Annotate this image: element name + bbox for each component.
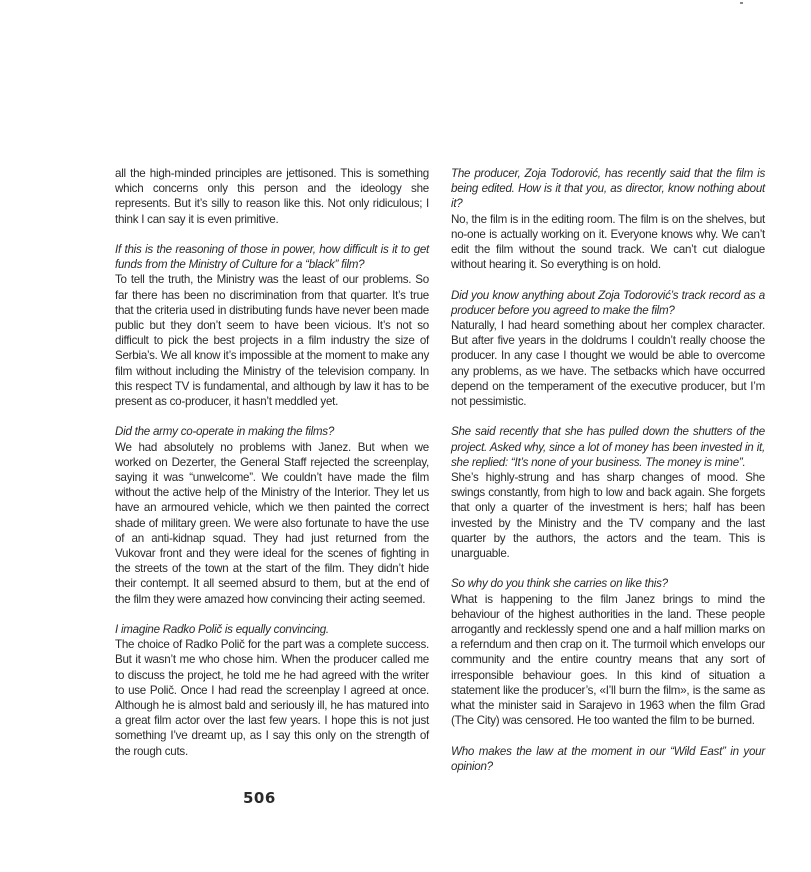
interview-answer: She’s highly-strung and has sharp changes of mood. She swings constantly, from high to low and back again. She forgets that only a quarter of the investment is hers; half has been invested by the Ministry and the TV company and the last quarter by the authors, the actors and the team. This is unarguable.: [451, 471, 765, 561]
paragraph-gap: [451, 272, 765, 287]
paragraph-gap: [451, 728, 765, 743]
paragraph-gap: [115, 607, 429, 622]
left-text-column: [115, 166, 429, 759]
paragraph-gap: [115, 409, 429, 424]
interview-answer: The choice of Radko Polič for the part was a complete success. But it wasn’t me who chose him. When the producer called me to discuss the project, he told me he had agreed with the writer to use Polič. Once I had read the screenplay I agreed at once. Although he is almost bald and seriously ill, he has matured into a great film actor over the last few years. I hope this is not just something I’ve dreamt up, as I say this only on the strength of the rough cuts.: [115, 638, 429, 758]
interview-question: If this is the reasoning of those in power, how difficult is it to get funds from the Ministry of Culture for a “black” film?: [115, 243, 429, 272]
interview-question: Did the army co-operate in making the films?: [115, 425, 335, 439]
interview-answer: To tell the truth, the Ministry was the least of our problems. So far there has been no discrimination from that quarter. It’s true that the criteria used in distributing funds have never been made public but they don’t seem to have been vicious. It’s not so difficult to pick the best projects in a film industry the size of Serbia’s. We all know it’s impossible at the moment to make any film without including the Ministry of the television company. In this respect TV is fundamental, and although by law it has to be present as co-producer, it hasn’t meddled yet.: [115, 273, 429, 409]
interview-question: The producer, Zoja Todorović, has recently said that the film is being edited. How is it that you, as director, know nothing about it?: [451, 167, 765, 211]
interview-question: So why do you think she carries on like this?: [451, 577, 668, 591]
paragraph-gap: [115, 227, 429, 242]
interview-answer: Naturally, I had heard something about her complex character. But after five years in the doldrums I couldn’t really choose the producer. In any case I thought we would be able to overcome any problems, as we have. The setbacks which have occurred depend on the temperament of the executive producer, but I’m not pessimistic.: [451, 319, 765, 409]
interview-question: I imagine Radko Polič is equally convincing.: [115, 623, 329, 637]
interview-question: Did you know anything about Zoja Todorović’s track record as a producer before you agreed to make the film?: [451, 288, 765, 317]
interview-answer: all the high-minded principles are jettisoned. This is something which concerns only this person and the ideology she represents. But it’s silly to reason like this. Not only ridiculous; I think I can say it is even primitive.: [115, 167, 429, 226]
interview-question: Who makes the law at the moment in our “Wild East” in your opinion?: [451, 744, 765, 773]
interview-question: She said recently that she has pulled down the shutters of the project. Asked why, since a lot of money has been invested in it, she replied: “It’s none of your business. The money is mine”.: [451, 425, 765, 469]
page-number: 506: [243, 789, 276, 807]
scan-mark: [740, 2, 743, 4]
interview-answer: No, the film is in the editing room. The film is on the shelves, but no-one is actually working on it. Everyone knows why. We can’t edit the film without the sound track. We can’t cut dialogue without hearing it. So everything is on hold.: [451, 212, 765, 272]
paragraph-gap: [451, 409, 765, 424]
right-text-column: [451, 166, 765, 774]
paragraph-gap: [451, 561, 765, 576]
interview-answer: We had absolutely no problems with Janez. But when we worked on Dezerter, the General Staff rejected the screenplay, saying it was “unwelcome”. We couldn’t have made the film without the active help of the Ministry of the Interior. They let us have an armoured vehicle, which we then painted the correct shade of military green. We were also fortunate to have the use of an anti-kidnap squad. They had just returned from the Vukovar front and they were ideal for the scenes of fighting in the streets of the town at the start of the film. They didn’t hide their contempt. It all seemed absurd to them, but at the end of the film they were amazed how convincing their acting seemed.: [115, 440, 429, 606]
interview-answer: What is happening to the film Janez brings to mind the behaviour of the highest authorities in the land. These people arrogantly and recklessly spend one and a half million marks on a referndum and then crap on it. The turmoil which envelops our community and the entire country means that any sort of irresponsible behaviour goes. In this kind of situation a statement like the producer’s, «I’ll burn the film», is the same as what the minister said in Sarajevo in 1963 when the film Grad (The City) was censored. He too wanted the film to be burned.: [451, 592, 765, 728]
